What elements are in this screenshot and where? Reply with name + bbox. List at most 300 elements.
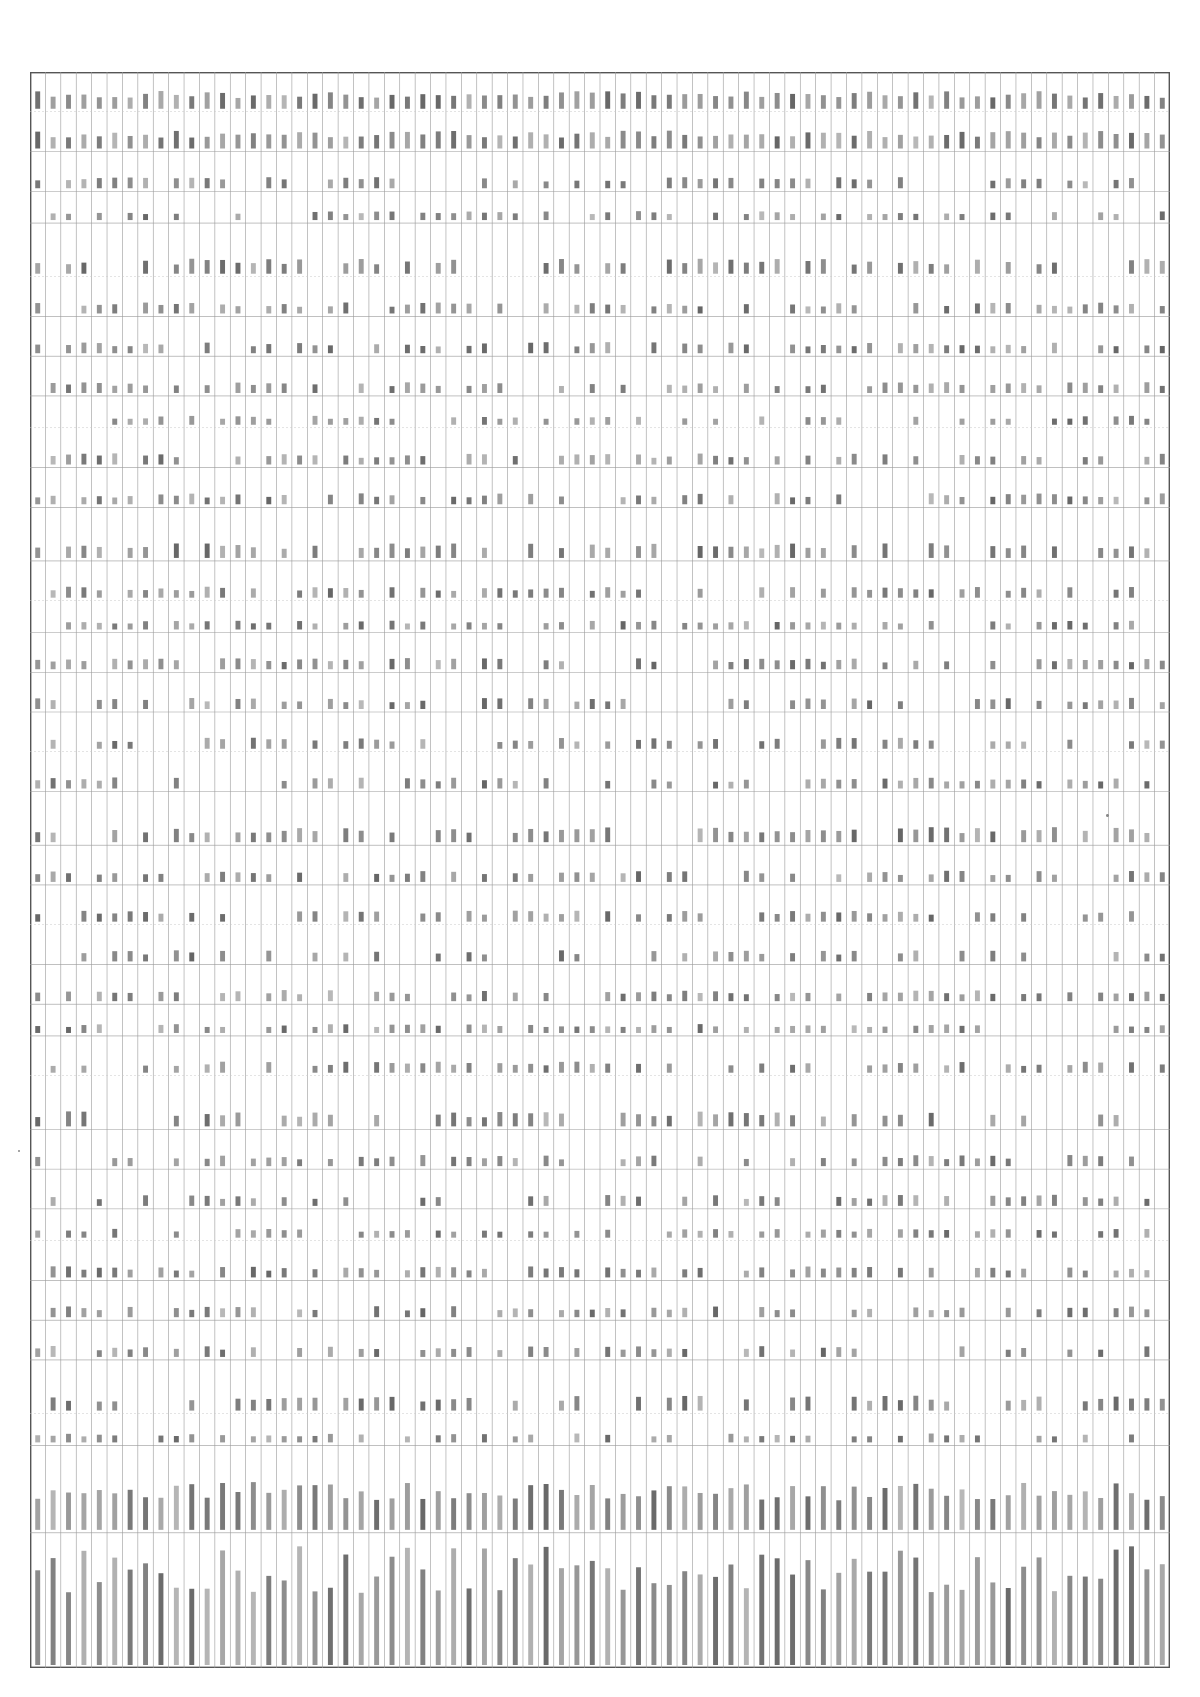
cell-text-mark [282, 1116, 287, 1127]
cell-text-mark [728, 1488, 733, 1530]
cell-text-mark [1037, 1436, 1042, 1443]
cell-text-mark [790, 1350, 795, 1357]
cell-text-mark [343, 1398, 348, 1411]
cell-text-mark [359, 548, 364, 558]
cell-text-mark [621, 1494, 626, 1530]
cell-text-mark [1052, 622, 1057, 629]
cell-text-mark [174, 1486, 179, 1530]
cell-text-mark [806, 1397, 811, 1411]
cell-text-mark [97, 547, 102, 558]
cell-text-mark [1006, 780, 1011, 789]
cell-text-mark [236, 699, 241, 709]
cell-text-mark [81, 953, 86, 961]
scan-speck [18, 1150, 20, 1152]
cell-text-mark [883, 662, 888, 669]
cell-text-mark [1083, 1308, 1088, 1317]
cell-text-mark [682, 263, 687, 274]
cell-text-mark [1021, 742, 1026, 749]
cell-text-mark [497, 698, 502, 709]
cell-text-mark [1006, 384, 1011, 393]
cell-text-mark [944, 1496, 949, 1530]
cell-text-mark [1052, 1591, 1057, 1665]
cell-text-mark [759, 1115, 764, 1126]
cell-text-mark [929, 1113, 934, 1126]
cell-text-mark [806, 1560, 811, 1665]
cell-text-mark [744, 832, 749, 842]
cell-text-mark [574, 911, 579, 922]
cell-text-mark [513, 741, 518, 749]
cell-text-mark [513, 1436, 518, 1442]
cell-text-mark [513, 1558, 518, 1665]
cell-text-mark [158, 914, 163, 922]
cell-text-mark [621, 385, 626, 393]
cell-text-mark [35, 993, 40, 1002]
cell-text-mark [821, 95, 826, 109]
cell-text-mark [81, 1551, 86, 1665]
cell-text-mark [97, 1199, 102, 1206]
cell-text-mark [713, 1026, 718, 1033]
cell-text-mark [1006, 1159, 1011, 1166]
cell-text-mark [944, 1310, 949, 1317]
cell-text-mark [297, 132, 302, 148]
cell-text-mark [66, 214, 71, 220]
cell-text-mark [728, 178, 733, 188]
cell-text-mark [806, 386, 811, 393]
cell-text-mark [990, 303, 995, 314]
cell-text-mark [436, 1231, 441, 1238]
cell-text-mark [1144, 872, 1149, 882]
cell-text-mark [174, 265, 179, 274]
cell-text-mark [559, 1267, 564, 1277]
cell-text-mark [297, 994, 302, 1001]
cell-text-mark [759, 741, 764, 749]
cell-text-mark [497, 1232, 502, 1238]
cell-text-mark [1021, 383, 1026, 393]
cell-text-mark [590, 545, 595, 558]
cell-text-mark [960, 455, 965, 465]
cell-text-mark [405, 658, 410, 669]
cell-text-mark [436, 1435, 441, 1442]
cell-text-mark [775, 493, 780, 504]
cell-text-mark [990, 875, 995, 882]
cell-text-mark [713, 213, 718, 220]
cell-text-mark [544, 778, 549, 788]
cell-text-mark [744, 344, 749, 353]
cell-text-mark [1067, 1268, 1072, 1278]
cell-text-mark [836, 303, 841, 313]
cell-text-mark [728, 993, 733, 1001]
cell-text-mark [482, 623, 487, 630]
cell-text-mark [990, 1582, 995, 1665]
cell-text-mark [467, 1063, 472, 1073]
cell-text-mark [852, 911, 857, 922]
cell-text-mark [81, 454, 86, 465]
cell-text-mark [97, 136, 102, 148]
cell-text-mark [852, 179, 857, 188]
cell-text-mark [621, 263, 626, 273]
cell-text-mark [806, 1267, 811, 1278]
cell-text-mark [266, 456, 271, 464]
cell-text-mark [621, 994, 626, 1001]
cell-text-mark [759, 1555, 764, 1665]
cell-text-mark [836, 1197, 841, 1206]
cell-text-mark [528, 494, 533, 504]
cell-text-mark [929, 621, 934, 629]
cell-text-mark [682, 135, 687, 149]
cell-text-mark [266, 177, 271, 188]
cell-text-mark [374, 952, 379, 962]
cell-text-mark [1021, 179, 1026, 188]
cell-text-mark [97, 992, 102, 1001]
cell-text-mark [775, 1197, 780, 1206]
cell-text-mark [621, 305, 626, 314]
cell-text-mark [605, 1064, 610, 1073]
cell-text-mark [759, 873, 764, 882]
cell-text-mark [698, 1493, 703, 1530]
cell-text-mark [1160, 1496, 1165, 1530]
cell-text-mark [1144, 781, 1149, 788]
cell-text-mark [590, 621, 595, 630]
cell-text-mark [744, 1159, 749, 1166]
cell-text-mark [1021, 133, 1026, 149]
cell-text-mark [1037, 1557, 1042, 1665]
cell-text-mark [236, 214, 241, 220]
cell-text-mark [97, 781, 102, 789]
cell-text-mark [436, 830, 441, 842]
cell-text-mark [544, 993, 549, 1001]
cell-text-mark [143, 135, 148, 149]
cell-text-mark [698, 1231, 703, 1238]
cell-text-mark [282, 1268, 287, 1277]
cell-text-mark [867, 1309, 872, 1317]
cell-text-mark [282, 739, 287, 749]
cell-text-mark [405, 382, 410, 393]
cell-text-mark [467, 833, 472, 842]
cell-text-mark [189, 698, 194, 709]
cell-text-mark [97, 1582, 102, 1665]
cell-text-mark [821, 385, 826, 393]
cell-text-mark [51, 1558, 56, 1665]
cell-text-mark [990, 497, 995, 504]
cell-text-mark [913, 951, 918, 962]
cell-text-mark [975, 260, 980, 274]
cell-text-mark [482, 588, 487, 597]
cell-text-mark [559, 1159, 564, 1166]
cell-text-mark [775, 660, 780, 669]
cell-text-mark [282, 831, 287, 842]
cell-text-mark [220, 93, 225, 109]
cell-text-mark [1037, 830, 1042, 842]
cell-text-mark [1037, 701, 1042, 709]
cell-text-mark [806, 659, 811, 669]
cell-text-mark [898, 343, 903, 353]
cell-text-mark [420, 1402, 425, 1411]
cell-text-mark [420, 547, 425, 558]
cell-text-mark [251, 1307, 256, 1317]
cell-text-mark [1083, 1156, 1088, 1166]
cell-text-mark [266, 1158, 271, 1167]
cell-text-mark [220, 1115, 225, 1126]
cell-text-mark [636, 992, 641, 1001]
cell-text-mark [898, 912, 903, 922]
cell-text-mark [528, 741, 533, 749]
cell-text-mark [313, 1269, 318, 1277]
cell-text-mark [97, 213, 102, 220]
cell-text-mark [205, 1498, 210, 1530]
cell-text-mark [313, 587, 318, 597]
cell-text-mark [297, 659, 302, 669]
cell-text-mark [790, 622, 795, 629]
cell-text-mark [913, 914, 918, 922]
cell-text-mark [497, 494, 502, 505]
cell-text-mark [1021, 1567, 1026, 1665]
cell-text-mark [1052, 133, 1057, 149]
cell-text-mark [1144, 1309, 1149, 1317]
cell-text-mark [467, 94, 472, 108]
cell-text-mark [497, 419, 502, 425]
cell-text-mark [451, 1113, 456, 1127]
cell-text-mark [282, 95, 287, 109]
cell-text-mark [343, 1197, 348, 1206]
cell-text-mark [1037, 1230, 1042, 1238]
cell-text-mark [81, 1436, 86, 1442]
cell-text-mark [590, 303, 595, 313]
cell-text-mark [282, 383, 287, 392]
cell-text-mark [328, 137, 333, 148]
cell-text-mark [420, 134, 425, 148]
cell-text-mark [1098, 1063, 1103, 1073]
cell-text-mark [1037, 494, 1042, 505]
cell-text-mark [574, 1310, 579, 1317]
cell-text-mark [97, 496, 102, 504]
cell-text-mark [544, 134, 549, 148]
cell-text-mark [651, 1156, 656, 1166]
cell-text-mark [821, 912, 826, 922]
cell-text-mark [1052, 306, 1057, 314]
cell-text-mark [744, 871, 749, 882]
cell-text-mark [1144, 1346, 1149, 1357]
cell-text-mark [1037, 1397, 1042, 1411]
cell-text-mark [97, 97, 102, 108]
cell-text-mark [128, 1349, 133, 1356]
cell-text-mark [482, 213, 487, 220]
cell-text-mark [1083, 133, 1088, 149]
cell-text-mark [713, 1114, 718, 1126]
cell-text-mark [128, 98, 133, 109]
cell-text-mark [297, 343, 302, 353]
cell-text-mark [390, 621, 395, 630]
cell-text-mark [1021, 1269, 1026, 1278]
cell-text-mark [698, 1268, 703, 1278]
cell-text-mark [898, 1400, 903, 1410]
cell-text-mark [128, 590, 133, 598]
cell-text-mark [513, 1308, 518, 1317]
cell-text-mark [220, 739, 225, 749]
cell-text-mark [482, 384, 487, 393]
cell-text-mark [1006, 548, 1011, 558]
cell-text-mark [883, 1488, 888, 1530]
cell-text-mark [1006, 95, 1011, 109]
cell-text-mark [1006, 213, 1011, 221]
cell-text-mark [544, 1347, 549, 1357]
cell-text-mark [374, 740, 379, 749]
cell-text-mark [544, 831, 549, 842]
cell-text-mark [81, 1493, 86, 1530]
cell-text-mark [821, 662, 826, 669]
cell-text-mark [1067, 740, 1072, 749]
cell-text-mark [266, 95, 271, 109]
cell-text-mark [1129, 1269, 1134, 1278]
cell-text-mark [220, 1350, 225, 1357]
cell-text-mark [806, 1025, 811, 1033]
cell-text-mark [836, 214, 841, 220]
cell-text-mark [1144, 96, 1149, 109]
cell-text-mark [405, 778, 410, 788]
cell-text-mark [698, 94, 703, 109]
cell-text-mark [528, 544, 533, 558]
cell-text-mark [1160, 661, 1165, 670]
cell-text-mark [359, 384, 364, 393]
cell-text-mark [405, 994, 410, 1001]
cell-text-mark [174, 178, 179, 188]
cell-text-mark [220, 993, 225, 1001]
cell-text-mark [728, 832, 733, 842]
cell-text-mark [713, 828, 718, 842]
cell-text-mark [883, 95, 888, 108]
cell-text-mark [359, 458, 364, 465]
cell-text-mark [713, 419, 718, 425]
cell-text-mark [405, 1436, 410, 1442]
cell-text-mark [143, 1347, 148, 1357]
cell-text-mark [605, 1230, 610, 1238]
cell-text-mark [944, 1159, 949, 1166]
cell-text-mark [420, 456, 425, 464]
cell-text-mark [836, 912, 841, 921]
cell-text-mark [158, 1436, 163, 1443]
cell-text-mark [467, 1157, 472, 1166]
cell-text-mark [220, 134, 225, 149]
cell-text-mark [1129, 1307, 1134, 1318]
cell-text-mark [1037, 659, 1042, 669]
cell-text-mark [51, 778, 56, 788]
cell-text-mark [621, 621, 626, 629]
cell-text-mark [482, 991, 487, 1001]
cell-text-mark [81, 1066, 86, 1073]
cell-text-mark [359, 1491, 364, 1529]
cell-text-mark [713, 951, 718, 961]
cell-text-mark [1098, 303, 1103, 314]
cell-text-mark [590, 1064, 595, 1073]
cell-text-mark [513, 418, 518, 425]
cell-text-mark [913, 1229, 918, 1237]
cell-text-mark [35, 132, 40, 149]
cell-text-mark [297, 456, 302, 465]
cell-text-mark [790, 1269, 795, 1277]
cell-text-mark [821, 779, 826, 789]
cell-text-mark [713, 991, 718, 1001]
cell-text-mark [1114, 134, 1119, 149]
cell-text-mark [852, 699, 857, 709]
cell-text-mark [436, 213, 441, 220]
cell-text-mark [528, 97, 533, 109]
cell-text-mark [944, 545, 949, 558]
cell-text-mark [698, 345, 703, 354]
cell-text-mark [1114, 1026, 1119, 1033]
cell-text-mark [467, 1398, 472, 1411]
cell-text-mark [590, 873, 595, 882]
cell-text-mark [1098, 385, 1103, 393]
cell-text-mark [636, 740, 641, 749]
cell-text-mark [836, 738, 841, 749]
cell-text-mark [728, 1112, 733, 1126]
cell-text-mark [775, 622, 780, 629]
cell-text-mark [513, 911, 518, 922]
cell-text-mark [621, 1269, 626, 1278]
cell-text-mark [143, 214, 148, 220]
cell-text-mark [420, 1063, 425, 1072]
cell-text-mark [266, 306, 271, 313]
cell-text-mark [436, 263, 441, 274]
cell-text-mark [975, 990, 980, 1001]
cell-text-mark [775, 1310, 780, 1317]
cell-text-mark [759, 587, 764, 597]
cell-text-mark [806, 622, 811, 629]
cell-text-mark [1144, 833, 1149, 842]
cell-text-mark [728, 622, 733, 629]
cell-text-mark [944, 781, 949, 788]
cell-text-mark [266, 344, 271, 353]
cell-text-mark [559, 548, 564, 558]
cell-text-mark [944, 1435, 949, 1442]
cell-text-mark [158, 1573, 163, 1665]
cell-text-mark [81, 382, 86, 393]
cell-text-mark [35, 1117, 40, 1126]
cell-text-mark [451, 260, 456, 274]
cell-text-mark [821, 214, 826, 221]
cell-text-mark [990, 621, 995, 629]
cell-text-mark [1144, 740, 1149, 748]
cell-text-mark [359, 621, 364, 629]
cell-text-mark [775, 545, 780, 558]
cell-text-mark [1021, 1066, 1026, 1073]
cell-text-mark [1114, 661, 1119, 669]
cell-text-mark [128, 1307, 133, 1317]
cell-text-mark [698, 1024, 703, 1033]
cell-text-mark [251, 1592, 256, 1665]
cell-text-mark [1144, 133, 1149, 148]
cell-text-mark [513, 456, 518, 464]
cell-text-mark [960, 1026, 965, 1033]
cell-text-mark [1144, 548, 1149, 558]
cell-text-mark [1006, 741, 1011, 748]
cell-text-mark [1129, 911, 1134, 921]
cell-text-mark [390, 132, 395, 149]
cell-text-mark [744, 92, 749, 109]
cell-text-mark [112, 951, 117, 961]
cell-text-mark [97, 1310, 102, 1317]
cell-text-mark [482, 1493, 487, 1530]
cell-text-mark [605, 263, 610, 274]
cell-text-mark [1083, 1401, 1088, 1410]
cell-text-mark [852, 1158, 857, 1166]
cell-text-mark [420, 497, 425, 504]
cell-text-mark [929, 1268, 934, 1278]
cell-text-mark [313, 1436, 318, 1442]
cell-text-mark [1021, 346, 1026, 353]
cell-text-mark [990, 661, 995, 669]
cell-text-mark [929, 1400, 934, 1411]
cell-text-mark [990, 699, 995, 709]
